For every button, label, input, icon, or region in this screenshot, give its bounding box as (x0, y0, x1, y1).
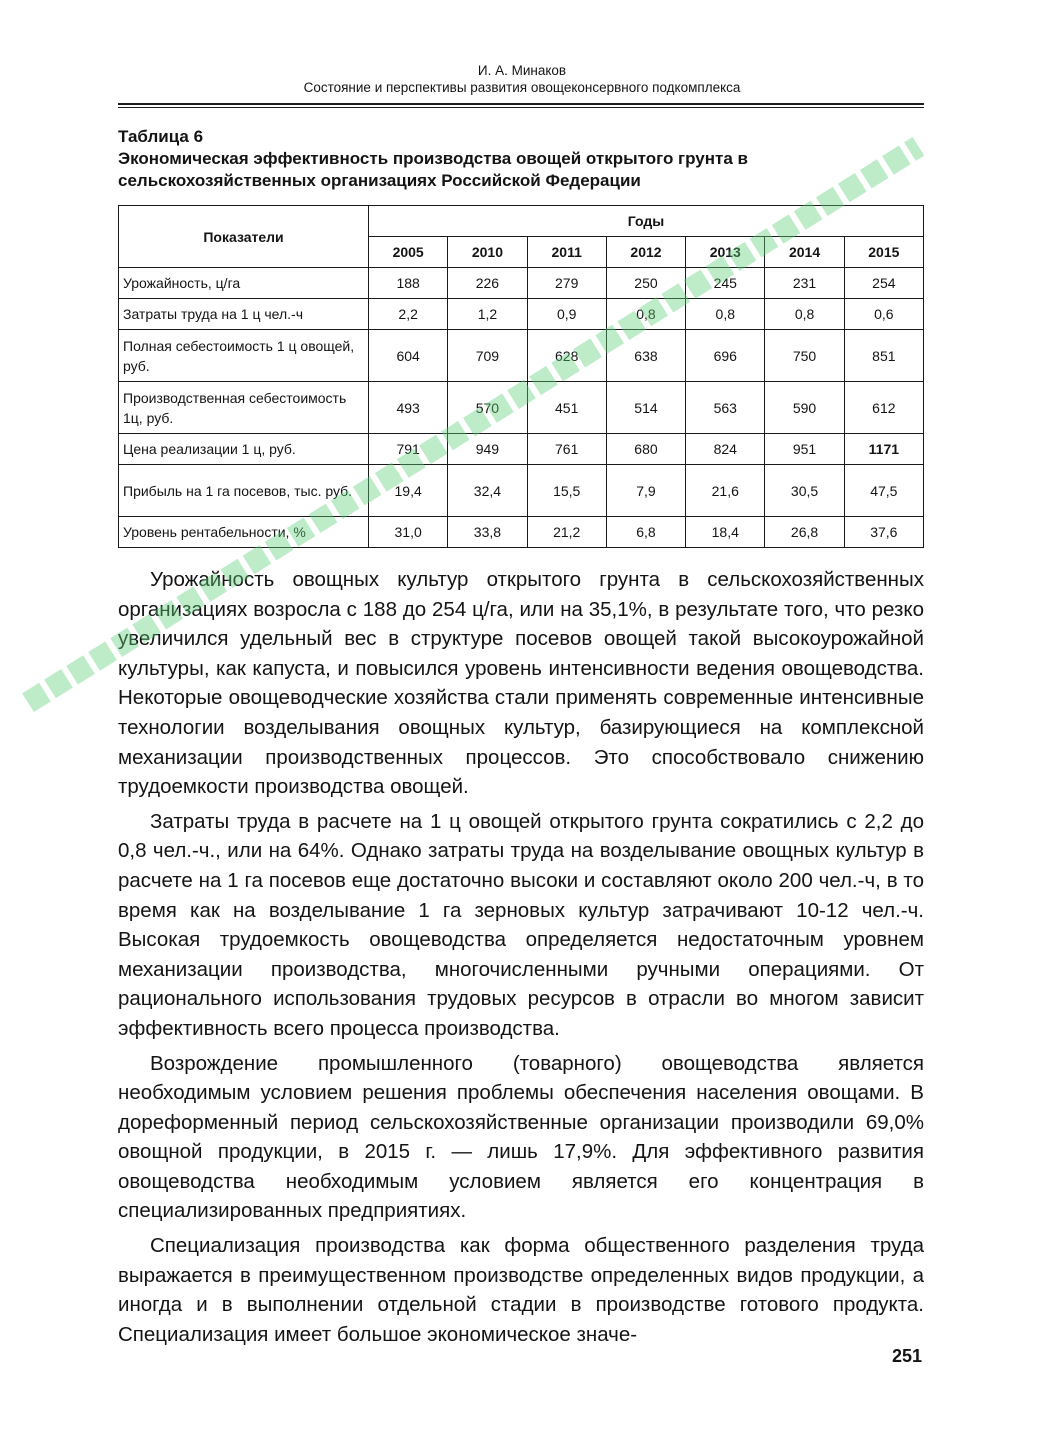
page-number: 251 (891, 1346, 922, 1366)
value-cell: 570 (448, 382, 527, 434)
value-cell: 2,2 (369, 299, 448, 330)
value-cell: 32,4 (448, 465, 527, 517)
value-cell: 709 (448, 330, 527, 382)
year-header: 2015 (844, 237, 923, 268)
year-header: 2010 (448, 237, 527, 268)
value-cell: 31,0 (369, 517, 448, 548)
value-cell: 37,6 (844, 517, 923, 548)
value-cell: 254 (844, 268, 923, 299)
value-cell: 696 (686, 330, 765, 382)
col-header-indicator: Показатели (119, 206, 369, 268)
value-cell: 563 (686, 382, 765, 434)
value-cell: 21,2 (527, 517, 606, 548)
table-caption (118, 126, 928, 192)
value-cell: 0,8 (686, 299, 765, 330)
data-table (118, 205, 924, 548)
table-row (119, 382, 924, 434)
value-cell: 21,6 (686, 465, 765, 517)
indicator-cell: Затраты труда на 1 ц чел.-ч (119, 299, 369, 330)
year-header: 2014 (765, 237, 844, 268)
value-cell: 604 (369, 330, 448, 382)
table-row (119, 465, 924, 517)
year-header: 2011 (527, 237, 606, 268)
paragraph: Урожайность овощных культур открытого грунта в сельскохозяйственных организациях возросла с 188 до 254 ц/га, или на 35,1%, в результате того, что резко увеличился удельный вес в структуре посевов овощей такой высокоурожайной культуры, как капуста, и повысился уровень интенсивности ведения овощеводства. Некоторые овощеводческие хозяйства стали применять современные интенсивные технологии возделывания овощных культур, базирующиеся на комплексной механизации производственных процессов. Это способствовало снижению трудоемкости производства овощей. (118, 568, 924, 799)
value-cell: 250 (606, 268, 685, 299)
paragraph: Затраты труда в расчете на 1 ц овощей открытого грунта сократились с 2,2 до 0,8 чел.-ч., или на 64%. Однако затраты труда на возделывание овощных культур в расчете на 1 га посевов еще достаточно высоки и составляют около 200 чел.-ч, в то время как на возделывание 1 га зерновых культур затрачивают 10-12 чел.-ч. Высокая трудоемкость овощеводства определяется недостаточным уровнем механизации производства, многочисленными ручными операциями. От рационального использования трудовых ресурсов в отрасли во многом зависит эффективность всего процесса производства. (118, 809, 924, 1040)
header-rule-thin (118, 107, 924, 108)
value-cell: 18,4 (686, 517, 765, 548)
indicator-cell: Производственная себестоимость 1ц, руб. (119, 382, 369, 434)
table-row (119, 268, 924, 299)
value-cell: 30,5 (765, 465, 844, 517)
paragraph: Специализация производства как форма общественного разделения труда выражается в преимущественном производстве определенных видов продукции, а иногда и в выполнении отдельной стадии в производстве готового продукта. Специализация имеет большое экономическое значе- (118, 1234, 924, 1346)
indicator-cell: Прибыль на 1 га посевов, тыс. руб. (119, 465, 369, 517)
value-cell: 15,5 (527, 465, 606, 517)
watermark-block (44, 669, 73, 698)
header-subtitle: Состояние и перспективы развития овощеконсервного подкомплекса (303, 80, 741, 95)
value-cell: 451 (527, 382, 606, 434)
watermark-block (22, 683, 51, 712)
value-cell: 7,9 (606, 465, 685, 517)
value-cell: 493 (369, 382, 448, 434)
value-cell: 949 (448, 434, 527, 465)
value-cell: 0,8 (765, 299, 844, 330)
indicator-cell: Цена реализации 1 ц, руб. (119, 434, 369, 465)
watermark-block (66, 655, 95, 684)
value-cell: 0,8 (606, 299, 685, 330)
value-cell: 231 (765, 268, 844, 299)
value-cell: 6,8 (606, 517, 685, 548)
value-cell: 1,2 (448, 299, 527, 330)
table-row (119, 330, 924, 382)
value-cell: 761 (527, 434, 606, 465)
value-cell: 851 (844, 330, 923, 382)
body-text (118, 565, 924, 1354)
value-cell: 1171 (844, 434, 923, 465)
value-cell: 0,9 (527, 299, 606, 330)
value-cell: 680 (606, 434, 685, 465)
value-cell: 33,8 (448, 517, 527, 548)
value-cell: 791 (369, 434, 448, 465)
running-header (118, 62, 926, 96)
table-row (119, 517, 924, 548)
year-header: 2012 (606, 237, 685, 268)
value-cell: 26,8 (765, 517, 844, 548)
table-row (119, 434, 924, 465)
indicator-cell: Уровень рентабельности, % (119, 517, 369, 548)
value-cell: 750 (765, 330, 844, 382)
header-author: И. А. Минаков (477, 63, 567, 78)
header-rule-thick (118, 103, 924, 105)
value-cell: 824 (686, 434, 765, 465)
table-row (119, 299, 924, 330)
year-header: 2013 (686, 237, 765, 268)
value-cell: 226 (448, 268, 527, 299)
table-label: Таблица 6 (118, 127, 204, 146)
value-cell: 638 (606, 330, 685, 382)
value-cell: 279 (527, 268, 606, 299)
value-cell: 245 (686, 268, 765, 299)
value-cell: 514 (606, 382, 685, 434)
value-cell: 612 (844, 382, 923, 434)
value-cell: 590 (765, 382, 844, 434)
year-header: 2005 (369, 237, 448, 268)
value-cell: 19,4 (369, 465, 448, 517)
value-cell: 628 (527, 330, 606, 382)
indicator-cell: Урожайность, ц/га (119, 268, 369, 299)
value-cell: 188 (369, 268, 448, 299)
value-cell: 47,5 (844, 465, 923, 517)
watermark-block (88, 641, 117, 670)
indicator-cell: Полная себестоимость 1 ц овощей, руб. (119, 330, 369, 382)
value-cell: 951 (765, 434, 844, 465)
col-header-years: Годы (369, 206, 924, 237)
table-title: Экономическая эффективность производства овощей открытого грунта в сельскохозяйственных организациях Российской Федерации (118, 149, 748, 190)
value-cell: 0,6 (844, 299, 923, 330)
paragraph: Возрождение промышленного (товарного) овощеводства является необходимым условием решения проблемы обеспечения населения овощами. В дореформенный период сельскохозяйственные организации производили 69,0% овощной продукции, в 2015 г. — лишь 17,9%. Для эффективного развития овощеводства необходимым условием является его концентрация в специализированных предприятиях. (118, 1051, 924, 1223)
